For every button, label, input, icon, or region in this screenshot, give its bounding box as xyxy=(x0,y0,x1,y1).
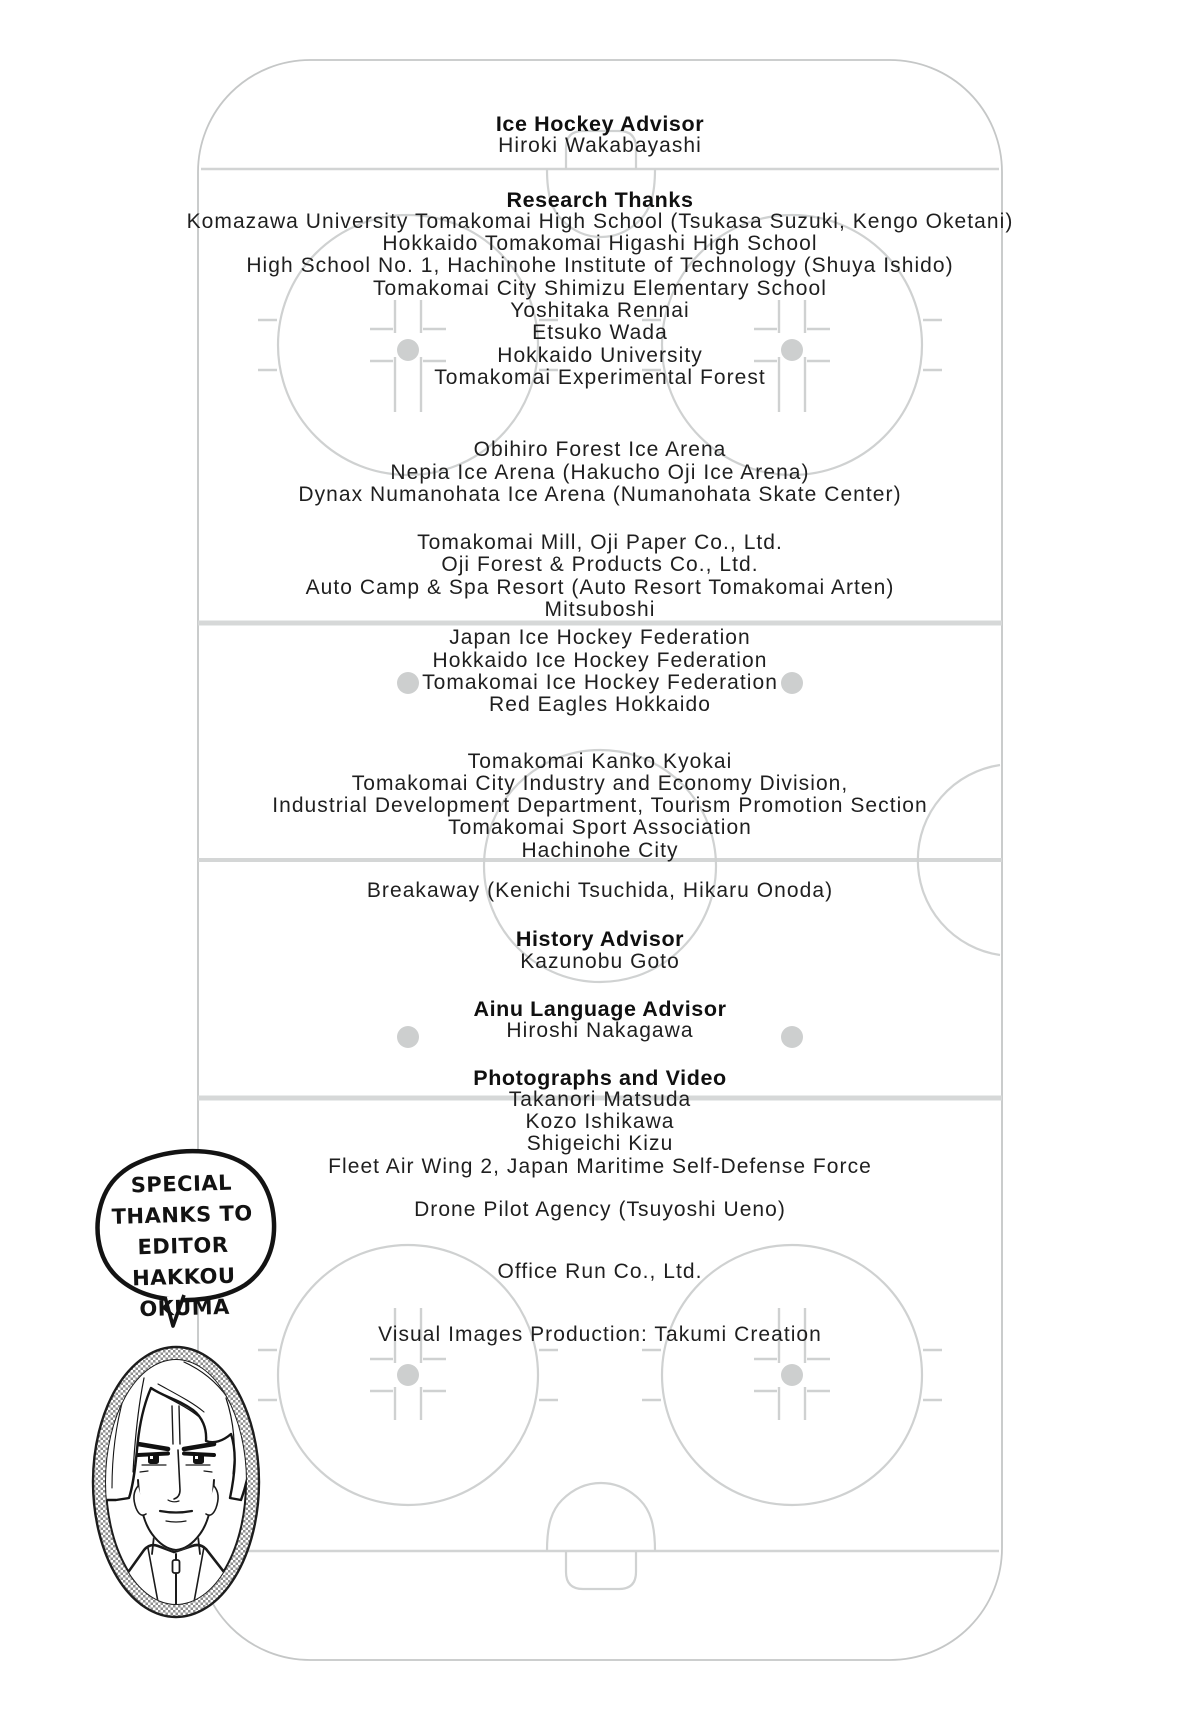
credits-group xyxy=(0,998,1200,1043)
credits-line: Industrial Development Department, Tourism Promotion Section xyxy=(272,794,928,818)
credits-line: Tomakomai Mill, Oji Paper Co., Ltd. xyxy=(417,531,783,555)
credits-group xyxy=(0,189,1200,390)
credits-line: Red Eagles Hokkaido xyxy=(489,693,711,717)
credits-line: Visual Images Production: Takumi Creation xyxy=(378,1322,822,1346)
credits-line: Obihiro Forest Ice Arena xyxy=(473,438,727,462)
credits-line: Hokkaido University xyxy=(497,343,703,367)
credits-line: Tomakomai City Industry and Economy Division, xyxy=(351,771,849,795)
credits-line: Auto Camp & Spa Resort (Auto Resort Tomakomai Arten) xyxy=(305,575,895,599)
credits-line: Tomakomai Experimental Forest xyxy=(434,365,766,389)
zipper-pull xyxy=(173,1560,180,1573)
credits-line: Tomakomai Sport Association xyxy=(448,816,752,840)
credits-line: Hiroki Wakabayashi xyxy=(498,134,702,158)
credits-heading: Photographs and Video xyxy=(473,1065,727,1090)
credits-group xyxy=(0,532,1200,621)
editor-portrait xyxy=(88,1340,266,1632)
credits-line: Mitsuboshi xyxy=(544,598,656,622)
credits-line: Hiroshi Nakagawa xyxy=(506,1019,694,1043)
credits-line: Yoshitaka Rennai xyxy=(510,299,690,323)
credits-line: Hokkaido Tomakomai Higashi High School xyxy=(382,232,818,256)
credits-line: Drone Pilot Agency (Tsuyoshi Ueno) xyxy=(414,1197,786,1221)
credits-line: Tomakomai Kanko Kyokai xyxy=(467,749,733,773)
credits-line: Hokkaido Ice Hockey Federation xyxy=(432,648,768,672)
bubble-line: OKUMA xyxy=(139,1294,231,1322)
credits-heading: Ice Hockey Advisor xyxy=(495,112,705,136)
credits-line: Fleet Air Wing 2, Japan Maritime Self-Defense Force xyxy=(328,1154,872,1178)
credits-group xyxy=(0,627,1200,716)
credits-line: Tomakomai Ice Hockey Federation xyxy=(422,670,778,694)
credits-line: Dynax Numanohata Ice Arena (Numanohata Skate Center) xyxy=(298,482,902,506)
credits-line: Japan Ice Hockey Federation xyxy=(449,626,751,650)
credits-line: Komazawa University Tomakomai High School (Tsukasa Suzuki, Kengo Oketani) xyxy=(186,209,1014,233)
credits-line: Office Run Co., Ltd. xyxy=(497,1260,703,1284)
credits-line: Hachinohe City xyxy=(521,838,679,862)
bubble-line: EDITOR HAKKOU xyxy=(131,1232,236,1291)
credits-line: Kazunobu Goto xyxy=(520,949,680,973)
credits-group xyxy=(0,113,1200,158)
credits-line: Nepia Ice Arena (Hakucho Oji Ice Arena) xyxy=(390,460,810,484)
credits-line: Tomakomai City Shimizu Elementary School xyxy=(373,276,827,300)
speech-bubble-text xyxy=(83,1166,283,1326)
bubble-line: SPECIAL xyxy=(130,1170,233,1198)
credits-group xyxy=(0,439,1200,506)
bubble-line: THANKS TO xyxy=(111,1201,254,1229)
credits-line: Breakaway (Kenichi Tsuchida, Hikaru Onoda) xyxy=(366,879,834,903)
credits-line: Shigeichi Kizu xyxy=(526,1132,674,1156)
credits-group xyxy=(0,751,1200,862)
credits-line: Etsuko Wada xyxy=(532,321,668,345)
speech-bubble xyxy=(85,1143,285,1338)
credits-heading: History Advisor xyxy=(515,927,685,952)
credits-heading: Ainu Language Advisor xyxy=(473,996,727,1021)
credits-group xyxy=(0,928,1200,973)
credits-line: Takanori Matsuda xyxy=(508,1087,692,1111)
credits-line: Oji Forest & Products Co., Ltd. xyxy=(441,553,759,577)
credits-line: Kozo Ishikawa xyxy=(525,1110,675,1134)
credits-line: High School No. 1, Hachinohe Institute of Technology (Shuya Ishido) xyxy=(246,254,954,278)
credits-heading: Research Thanks xyxy=(506,187,694,212)
credits-group xyxy=(0,880,1200,902)
